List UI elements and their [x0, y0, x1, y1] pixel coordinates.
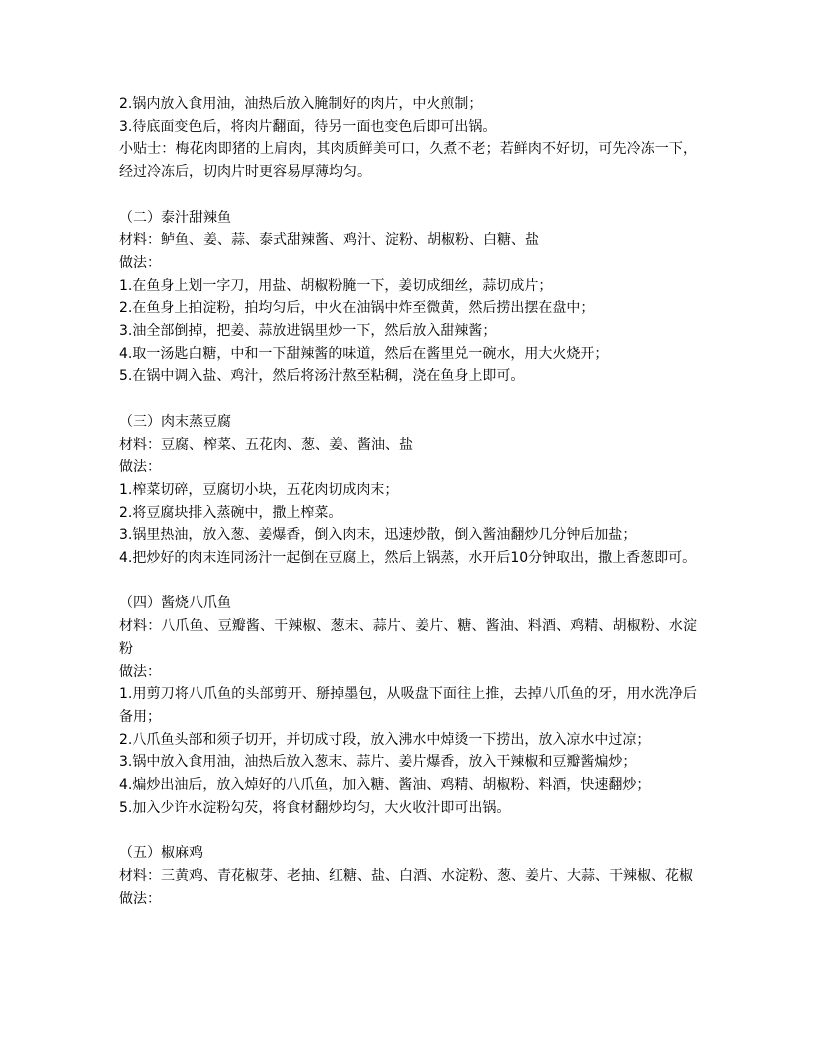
section-materials-2: 材料：鲈鱼、姜、蒜、泰式甜辣酱、鸡汁、淀粉、胡椒粉、白糖、盐: [119, 232, 539, 249]
section4-step-2: 2.八爪鱼头部和须子切开，并切成寸段，放入沸水中焯烫一下捞出，放入凉水中过凉；: [119, 731, 651, 748]
section3-step-1: 1.榨菜切碎，豆腐切小块，五花肉切成肉末；: [119, 481, 399, 498]
section-method-label-4: 做法：: [119, 663, 161, 680]
section-materials-4: 材料：八爪鱼、豆瓣酱、干辣椒、葱末、蒜片、姜片、糖、酱油、料酒、鸡精、胡椒粉、水淀粉: [119, 618, 697, 657]
section2-step-4: 4.取一汤匙白糖，中和一下甜辣酱的味道，然后在酱里兑一碗水，用大火烧开；: [119, 345, 609, 362]
section-heading-5: （五）椒麻鸡: [119, 845, 203, 862]
section-materials-3: 材料：豆腐、榨菜、五花肉、葱、姜、酱油、盐: [119, 436, 413, 453]
section-heading-2: （二）泰汁甜辣鱼: [119, 209, 231, 226]
paragraph-gap: [119, 819, 697, 842]
section-method-label-2: 做法：: [119, 254, 161, 271]
section4-step-5: 5.加入少许水淀粉勾芡，将食材翻炒均匀，大火收汁即可出锅。: [119, 799, 511, 816]
document-page: [119, 93, 697, 910]
section-heading-4: （四）酱烧八爪鱼: [119, 595, 231, 612]
section3-step-4: 4.把炒好的肉末连同汤汁一起倒在豆腐上，然后上锅蒸，水开后10分钟取出，撒上香葱即可。: [119, 550, 697, 567]
section4-step-1: 1.用剪刀将八爪鱼的头部剪开、掰掉墨包，从吸盘下面往上推，去掉八爪鱼的牙，用水洗净后备用；: [119, 686, 697, 725]
section-method-label-5: 做法：: [119, 890, 161, 907]
section2-step-2: 2.在鱼身上拍淀粉，拍均匀后，中火在油锅中炸至微黄，然后捞出摆在盘中；: [119, 300, 595, 317]
intro-tip: 小贴士：梅花肉即猪的上肩肉，其肉质鲜美可口，久煮不老；若鲜肉不好切，可先冷冻一下，经过冷冻后，切肉片时更容易厚薄均匀。: [119, 141, 697, 181]
paragraph-gap: [119, 388, 697, 411]
section2-step-5: 5.在锅中调入盐、鸡汁，然后将汤汁熬至粘稠，浇在鱼身上即可。: [119, 368, 525, 385]
section4-step-4: 4.煸炒出油后，放入焯好的八爪鱼，加入糖、酱油、鸡精、胡椒粉、料酒，快速翻炒；: [119, 777, 651, 794]
section3-step-3: 3.锅里热油，放入葱、姜爆香，倒入肉末，迅速炒散，倒入酱油翻炒几分钟后加盐；: [119, 527, 637, 544]
section-materials-5: 材料：三黄鸡、青花椒芽、老抽、红糖、盐、白酒、水淀粉、葱、姜片、大蒜、干辣椒、花椒: [119, 867, 693, 884]
intro-step-3: 3.待底面变色后，将肉片翻面，待另一面也变色后即可出锅。: [119, 118, 497, 135]
intro-step-2: 2.锅内放入食用油，油热后放入腌制好的肉片，中火煎制；: [119, 96, 483, 112]
section4-step-3: 3.锅中放入食用油，油热后放入葱末、蒜片、姜片爆香，放入干辣椒和豆瓣酱煸炒；: [119, 754, 637, 771]
section3-step-2: 2.将豆腐块排入蒸碗中，撒上榨菜。: [119, 504, 343, 521]
section2-step-1: 1.在鱼身上划一字刀，用盐、胡椒粉腌一下，姜切成细丝，蒜切成片；: [119, 277, 553, 294]
paragraph-gap: [119, 184, 697, 207]
section-heading-3: （三）肉末蒸豆腐: [119, 413, 231, 430]
section2-step-3: 3.油全部倒掉，把姜、蒜放进锅里炒一下，然后放入甜辣酱；: [119, 323, 497, 340]
paragraph-gap: [119, 570, 697, 593]
section-method-label-3: 做法：: [119, 459, 161, 476]
